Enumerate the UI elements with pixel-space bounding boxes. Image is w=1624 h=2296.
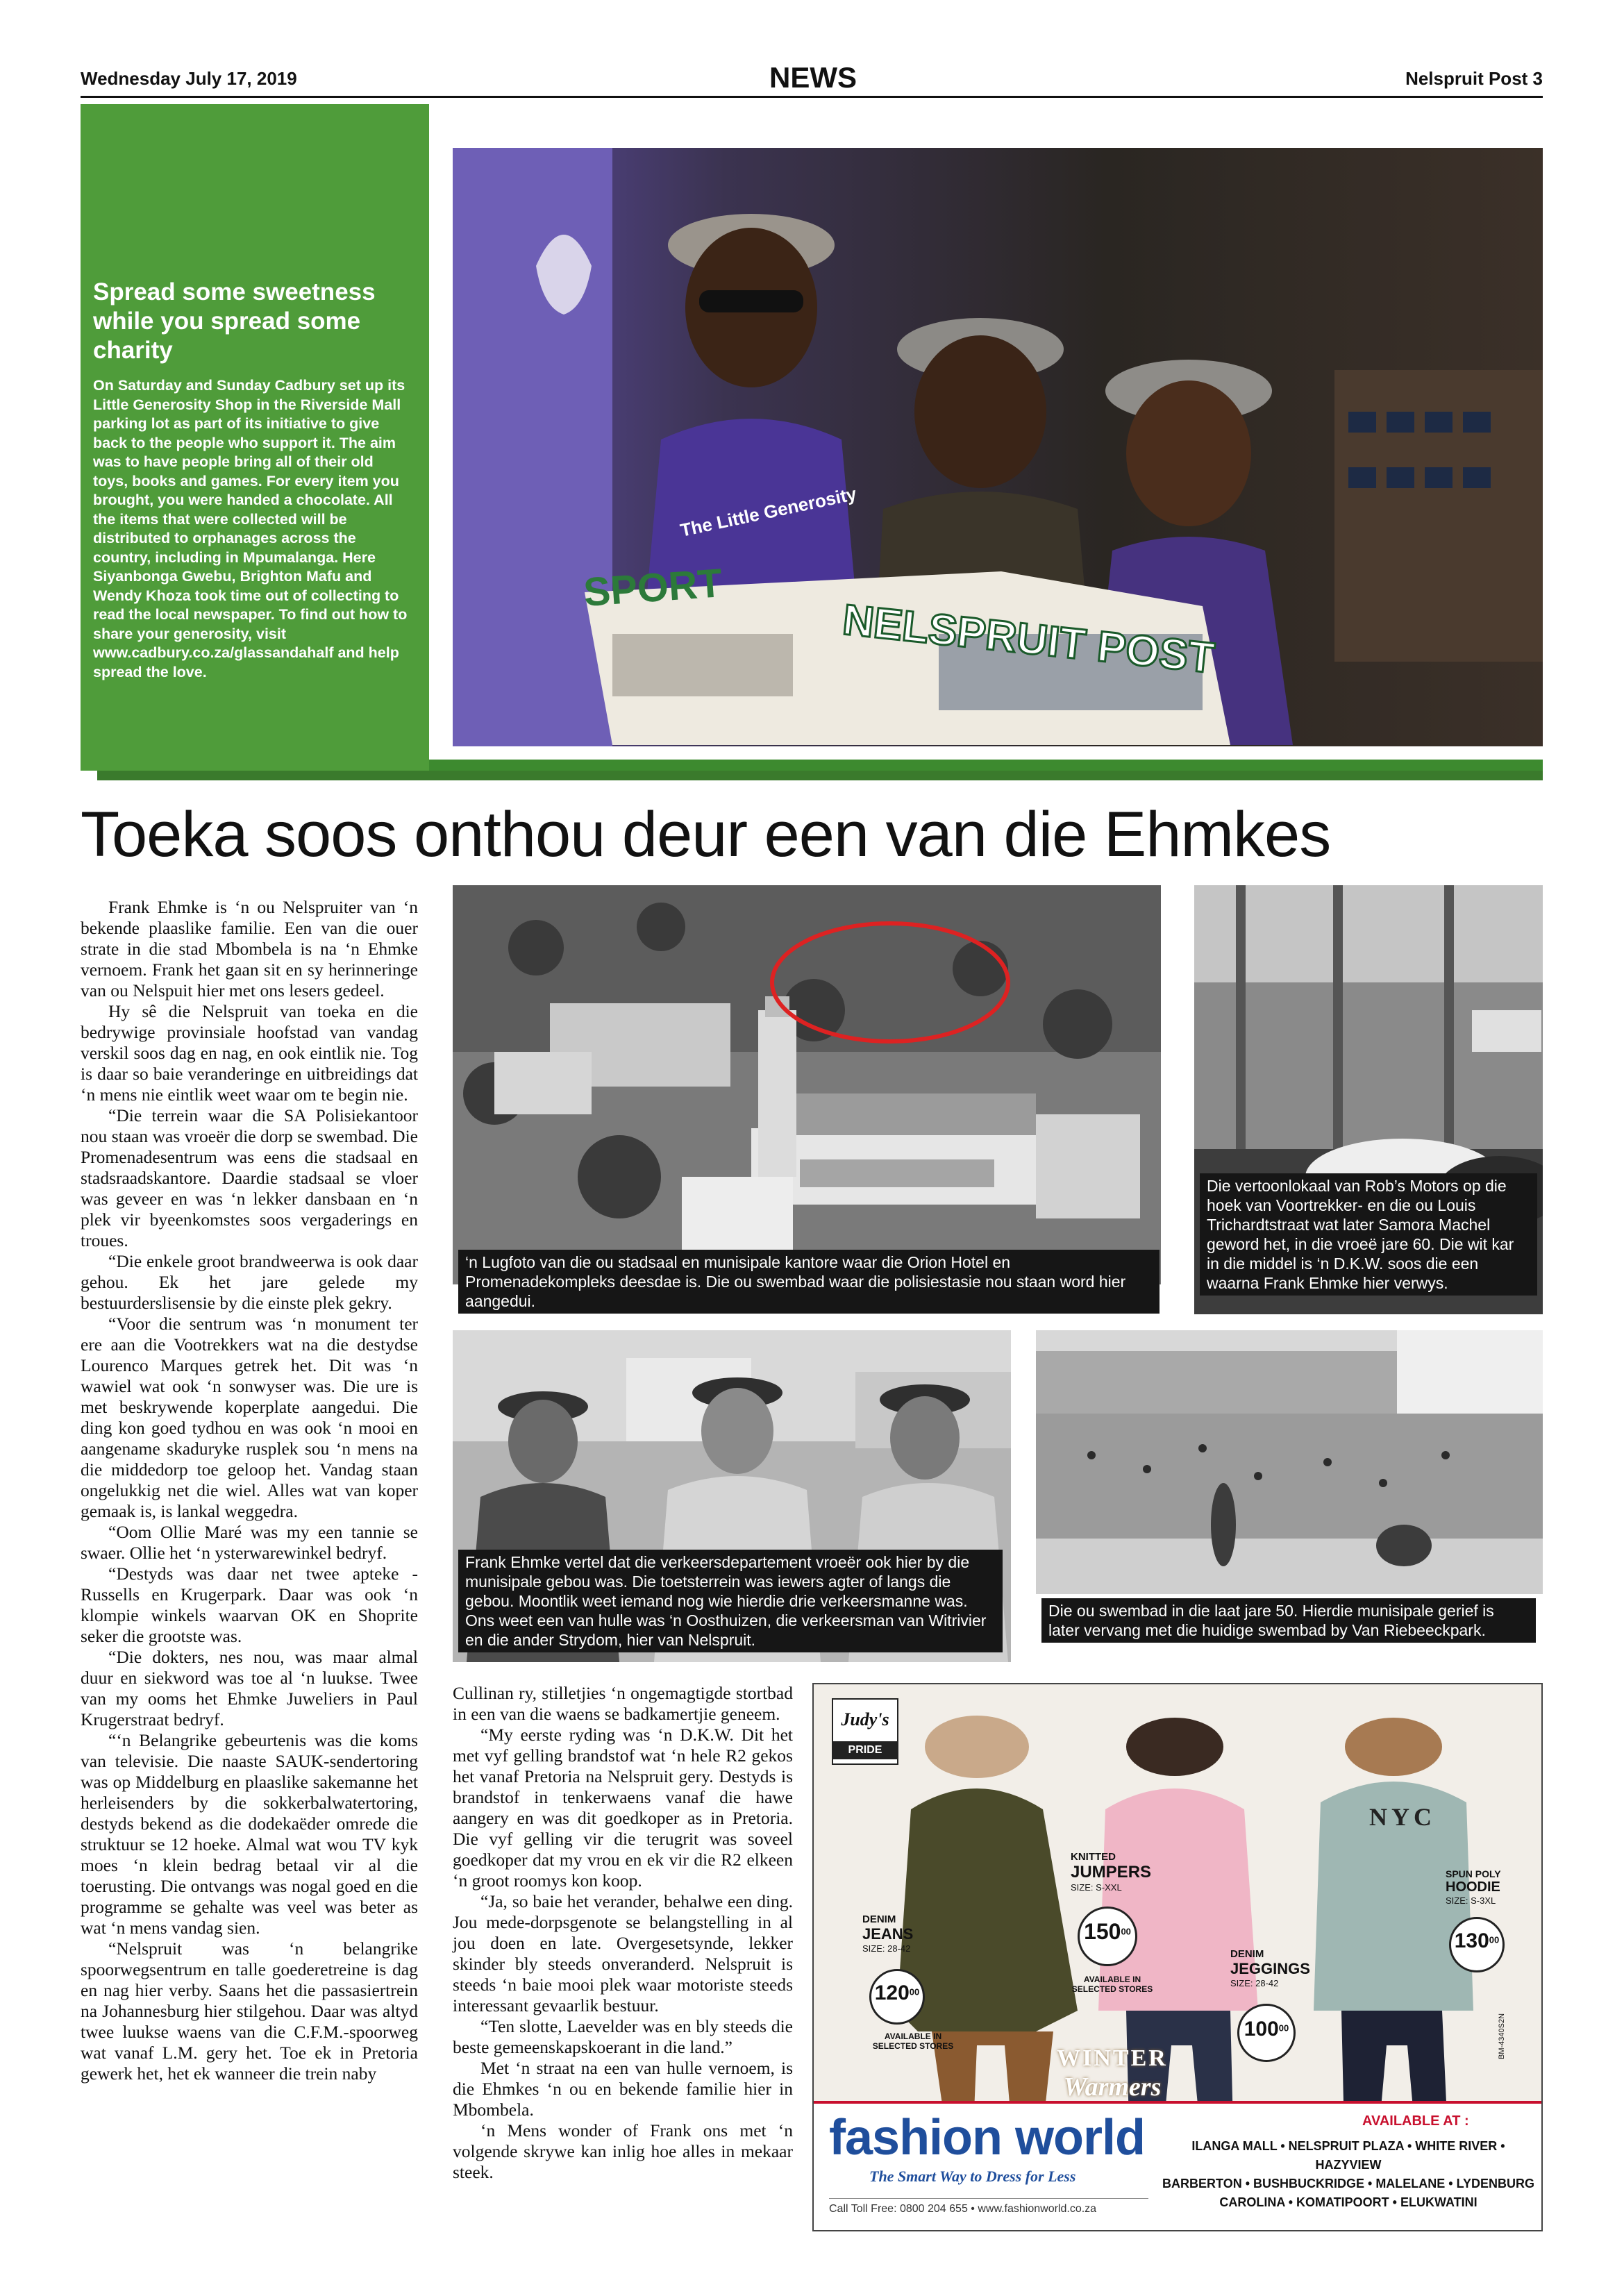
- header-rule: [81, 96, 1543, 98]
- price-badge-jeans: [869, 1969, 925, 2025]
- article-column-2: [453, 1683, 793, 2183]
- product-jumpers-kind: KNITTED: [1071, 1851, 1116, 1863]
- product-hoodie-title: HOODIE: [1446, 1879, 1500, 1895]
- product-jeans-kind: DENIM: [862, 1913, 896, 1925]
- ad-tagline: The Smart Way to Dress for Less: [869, 2168, 1076, 2185]
- stores-line-2: BARBERTON • BUSHBUCKRIDGE • MALELANE • LYDENBURG: [1162, 2177, 1534, 2190]
- fashion-world-logo: fashion world: [829, 2110, 1145, 2165]
- feature-underline: [429, 760, 1543, 771]
- promo-line-2: Warmers: [1063, 2072, 1162, 2102]
- price-badge-hoodie: [1449, 1917, 1505, 1972]
- product-jumpers-title: JUMPERS: [1071, 1863, 1152, 1882]
- article-paragraph: “Oom Ollie Maré was my een tannie se swaer. Ollie het ‘n ysterwarewinkel bedryf.: [81, 1522, 418, 1563]
- price-jeans-cents: 00: [909, 1986, 920, 1997]
- aerial-photo: [453, 885, 1161, 1284]
- price-jeans: 120: [874, 1981, 910, 2004]
- aerial-caption: ‘n Lugfoto van die ou stadsaal en munisipale kantore waar die Orion Hotel en Promenadekompleks deesdae is. Die ou swembad waar die polisiestasie nou staan word hier aangedui.: [458, 1250, 1160, 1314]
- hoodie-print: NYC: [1369, 1803, 1436, 1831]
- price-jeggings-cents: 00: [1278, 2022, 1289, 2034]
- price-badge-jumpers: [1078, 1907, 1137, 1966]
- apron-text: The Little Generosity: [678, 483, 859, 541]
- feature-title: Spread some sweetness while you spread some charity: [93, 278, 376, 364]
- page-label: Nelspruit Post 3: [1405, 68, 1543, 89]
- feature-body: On Saturday and Sunday Cadbury set up its Little Generosity Shop in the Riverside Mall parking lot as part of its initiative to give back to the people who support it. The aim was to have people bring all of their old toys, books and games. For every item you brought, you were handed a chocolate. All the items that were collected will be distributed to orphanages across the country, including in Mpumalanga. Here Siyanbonga Gwebu, Brighton Mafu and Wendy Khoza took time out of collecting to read the local newspaper. To find out how to share your generosity, visit www.cadbury.co.za/glassandahalf and help spread the love.: [93, 377, 408, 680]
- feature-box: [81, 104, 429, 771]
- article-paragraph: “‘n Belangrike gebeurtenis was die koms van televisie. Die naaste SAUK-sendertoring was op Middelburg en plaaslike sakemanne het herleisenders by die sokkerbalwatertoring, destyds bekend as die dodekaëder omrede die struktuur se 12 hoeke. Almal wat wou TV kyk moes ‘n klein bedrag betaal vir al die toerusting. Die ontvangs was nogal goed en die programme se gehalte was veel was beter as wat ‘n mens vandag sien.: [81, 1730, 418, 1938]
- article-paragraph: “Ja, so baie het verander, behalwe een ding. Jou mede-dorpsgenote se belangstelling in al jou doen en late. Overgesetsynde, lekker skinder bly steeds onveranderd. Nelspruit is steeds ‘n baie mooi plek waar motoriste steeds interessant gevaarlik bestuur.: [453, 1891, 793, 2016]
- price-hoodie-cents: 00: [1489, 1934, 1500, 1945]
- showroom-caption: Die vertoonlokaal van Rob’s Motors op die hoek van Voortrekker- en die ou Louis Trichardtstraat wat later Samora Machel geword het, in die vroeë jare 60. Die wit kar in die middel is ‘n D.K.W. soos die een waarna Frank Ehmke hier verwys.: [1200, 1173, 1537, 1296]
- judys-sub: PRIDE: [833, 1741, 897, 1759]
- pool-photo: [1036, 1330, 1543, 1594]
- product-hoodie-size: SIZE: S-3XL: [1446, 1895, 1496, 1906]
- stores-line-1: ILANGA MALL • NELSPRUIT PLAZA • WHITE RIVER • HAZYVIEW: [1191, 2139, 1505, 2172]
- product-jumpers: [1071, 1851, 1175, 1893]
- note-selected-stores-2: AVAILABLE IN SELECTED STORES: [1071, 1975, 1153, 1994]
- stores-line-3: CAROLINA • KOMATIPOORT • ELUKWATINI: [1219, 2195, 1477, 2209]
- article-paragraph: “Nelspruit was ‘n belangrike spoorwegsentrum en talle goederetreine is dag en nag hier verby. Saans het die passasiertrein na Johannesburg hier stilgehou. Daar was altyd twee luukse waens van die C.F.M.-spoorweg wat vanaf L.M. gery het. Toe ek in Pretoria gewerk het, het ek wanneer die trein naby: [81, 1938, 418, 2084]
- price-hoodie: 130: [1454, 1929, 1489, 1952]
- product-hoodie-kind: SPUN POLY: [1446, 1868, 1501, 1879]
- article-paragraph: Met ‘n straat na een van hulle vernoem, is die Ehmkes ‘n ou en bekende familie hier in Mbombela.: [453, 2058, 793, 2120]
- feature-divider: [97, 771, 1543, 780]
- newspaper-masthead: NELSPRUIT POST: [840, 596, 1217, 683]
- price-badge-jeggings: [1237, 2004, 1296, 2062]
- newspaper-sport: SPORT: [582, 560, 724, 615]
- article-paragraph: Hy sê die Nelspruit van toeka en die bedrywige provinsiale hoofstad van vandag verskil soos dag en nag, en ook eintlik nie. Tog is daar so baie veranderinge en uitbreidings dat ‘n mens nie eintlik weet waar om te begin nie.: [81, 1001, 418, 1105]
- note-selected-stores-1: AVAILABLE IN SELECTED STORES: [872, 2031, 954, 2051]
- promo-winter-warmers: [1022, 2045, 1203, 2102]
- product-hoodie: [1446, 1868, 1536, 1906]
- feature-photo: [453, 148, 1543, 746]
- article-paragraph: “Ten slotte, Laevelder was en bly steeds die beste gemeenskapskoerant in die land.”: [453, 2016, 793, 2057]
- article-headline: Toeka soos onthou deur een van die Ehmkes: [81, 799, 1331, 870]
- promo-line-1: WINTER: [1057, 2045, 1168, 2071]
- product-jeggings-kind: DENIM: [1230, 1948, 1264, 1960]
- article-paragraph: Frank Ehmke is ‘n ou Nelspruiter van ‘n bekende plaaslike familie. Een van die ouer strate in die stad Mbombela is na ‘n Ehmke vernoem. Frank het gaan sit en sy herinneringe van ou Nelspuit hier met ons lesers gedeel.: [81, 897, 418, 1000]
- article-paragraph: “Destyds was daar net twee apteke - Russells en Krugerpark. Daar was ook ‘n klompie winkels waarvan OK en Shoprite seker die grootste was.: [81, 1564, 418, 1646]
- traffic-caption: Frank Ehmke vertel dat die verkeersdepartement vroeër ook hier by die munisipale gebou was. Die toetsterrein was iewers agter of langs die gebou. Moontlik weet iemand nog wie hierdie drie verkeersmanne was. Ons weet een van hulle was ‘n Oosthuizen, die verkeersman van Witrivier en die ander Strydom, hier van Nelspruit.: [458, 1550, 1003, 1652]
- article-paragraph: “Die dokters, nes nou, was maar almal duur en siekword was toe al ‘n luukse. Twee van my ooms het Ehmke Juweliers in Paul Krugerstraat bedryf.: [81, 1647, 418, 1729]
- judys-logo: Judy's: [841, 1709, 889, 1729]
- article-paragraph: ‘n Mens wonder of Frank ons met ‘n volgende skrywe kan inlig hoe alles in mekaar steek.: [453, 2120, 793, 2182]
- product-jeans: [862, 1913, 953, 1954]
- ad-reference: BM-4340S2N: [1498, 2013, 1506, 2059]
- product-jeggings: [1230, 1948, 1334, 1988]
- available-at-title: AVAILABLE AT :: [1362, 2113, 1469, 2129]
- product-jeans-size: SIZE: 28-42: [862, 1943, 911, 1954]
- article-column-1: [81, 897, 418, 2084]
- store-list: [1161, 2137, 1536, 2212]
- price-jumpers-cents: 00: [1121, 1926, 1131, 1937]
- article-paragraph: “Voor die sentrum was ‘n monument ter ere aan die Vootrekkers wat na die destydse Lourenco Marques getrek het. Dit was ‘n wawiel wat ook ‘n sonwyser was. Die ure is met beskrywende koperplate aangedui. Die ding kon goed tydhou en was ook ‘n mooi en aangename skaduryke rusplek sou ‘n mens na die middedorp toe geloop het. Vandag staan ongelukkig net die wiel. Alles wat van koper gemaak is, is lankal weggedra.: [81, 1314, 418, 1521]
- product-jeans-title: JEANS: [862, 1925, 914, 1943]
- product-jeggings-title: JEGGINGS: [1230, 1960, 1310, 1977]
- judys-badge: [832, 1698, 898, 1765]
- product-jeggings-size: SIZE: 28-42: [1230, 1978, 1279, 1988]
- price-jeggings: 100: [1244, 2018, 1279, 2041]
- pool-caption: Die ou swembad in die laat jare 50. Hierdie munisipale gerief is later vervang met die huidige swembad by Van Riebeeckpark.: [1041, 1598, 1536, 1643]
- issue-date: Wednesday July 17, 2019: [81, 68, 297, 89]
- fashion-world-advert[interactable]: [812, 1683, 1543, 2231]
- article-paragraph: “Die terrein waar die SA Polisiekantoor nou staan was vroeër die dorp se swembad. Die Promenadesentrum was eens die stadsaal en stadsraadskantore. Daardie stadsaal se vloer was geveer en was ‘n lekker dansbaan en ‘n plek vir byeenkomstes soos vergaderings en troues.: [81, 1105, 418, 1250]
- article-paragraph: Cullinan ry, stilletjies ‘n ongemagtigde stortbad in een van die waens se badkamertjie geneem.: [453, 1683, 793, 1724]
- section-label: NEWS: [769, 61, 857, 94]
- ad-contact[interactable]: Call Toll Free: 0800 204 655 • www.fashionworld.co.za: [829, 2198, 1148, 2215]
- product-jumpers-size: SIZE: S-XXL: [1071, 1882, 1122, 1893]
- article-paragraph: “Die enkele groot brandweerwa is ook daar gehou. Ek het jare gelede my bestuurderslisensie by die einste plek gekry.: [81, 1251, 418, 1313]
- article-paragraph: “My eerste ryding was ‘n D.K.W. Dit het met vyf gelling brandstof wat ‘n hele R2 gekos het vanaf Pretoria na Nelspruit gery. Destyds is brandstof in tenkerwaens vanaf die hawe aangery en was dit goedkoper as in Pretoria. Die vyf gelling vir die terugrit was soveel goedkoper dat my vrou en ek vir die R2 elkeen ‘n groot roomys kon koop.: [453, 1725, 793, 1891]
- price-jumpers: 150: [1084, 1919, 1121, 1944]
